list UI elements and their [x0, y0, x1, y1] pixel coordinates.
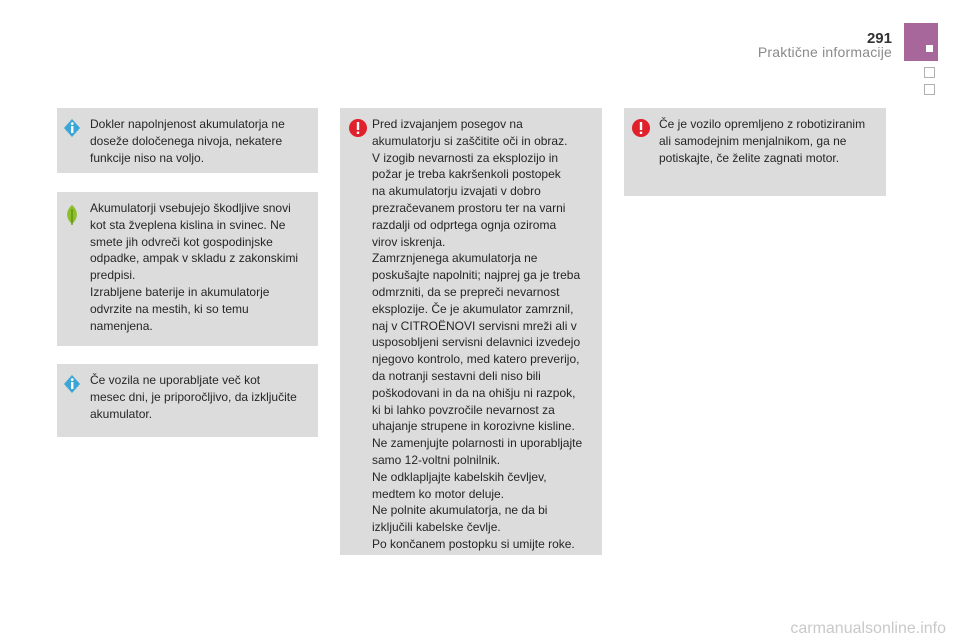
- eco-box-disposal-text: Akumulatorji vsebujejo škodljive snovi kot sta žveplena kislina in svinec. Ne smete jih odvreči kot gospodinjske odpadke, ampak v skladu z zakonskimi predpisi. Izrabljene baterije in akumulatorje odvrzite na mestih, ki so temu namenjena.: [90, 201, 299, 333]
- info-box-charge-level: [57, 108, 318, 173]
- info-box-charge-level-text: Dokler napolnjenost akumulatorja ne doseže določenega nivoja, nekatere funkcije niso na voljo.: [90, 117, 285, 165]
- chapter-tab: [904, 23, 938, 61]
- warning-icon: [347, 118, 369, 138]
- info-icon: [63, 118, 81, 138]
- warning-box-safety-text: Pred izvajanjem posegov na akumulatorju si zaščitite oči in obraz. V izogib nevarnosti za eksplozijo in požar je treba kakršenkoli postopek na akumulatorju izvajati v dobro prezračevanem prostoru ter na varni razdalji od odprtega ognja oziroma virov iskrenja. Zamrznjenega akumulatorja ne poskušajte napolniti; najprej ga je treba odmrzniti, da se prepreči nevarnost eksplozije. Če je akumulator zamrznil, naj v CITROËNOVI servisni mreži ali v usposobljeni servisni delavnici izvedejo njegovo kontrolo, med katero preverijo, da notranji sestavni deli niso bili poškodovani in da na ohišju ni razpok, ki bi lahko povzročile nevarnost za uhajanje strupene in korozivne kisline. Ne zamenjujte polarnosti in uporabljajte samo 12-voltni polnilnik. Ne odklapljajte kabelskih čevljev, medtem ko motor deluje. Ne polnite akumulatorja, ne da bi izključili kabelske čevlje. Po končanem postopku si umijte roke.: [372, 117, 583, 551]
- warning-box-safety: [340, 108, 602, 555]
- warning-box-push-start: [624, 108, 886, 196]
- info-box-disconnect: [57, 364, 318, 437]
- eco-box-disposal: [57, 192, 318, 346]
- info-box-disconnect-text: Če vozila ne uporabljate več kot mesec dni, je priporočljivo, da izključite akumulator.: [90, 373, 297, 421]
- info-icon: [63, 374, 81, 394]
- chapter-tab-outline-1: [924, 67, 935, 78]
- chapter-tab-outline-2: [924, 84, 935, 95]
- warning-icon: [630, 118, 652, 138]
- page-number: 291: [866, 30, 892, 47]
- leaf-icon: [63, 204, 81, 226]
- footer-watermark: carmanualsonline.info: [790, 620, 946, 637]
- section-title: Praktične informacije: [757, 44, 892, 60]
- warning-box-push-start-text: Če je vozilo opremljeno z robotiziranim ali samodejnim menjalnikom, ga ne potiskajte, če želite zagnati motor.: [659, 117, 866, 165]
